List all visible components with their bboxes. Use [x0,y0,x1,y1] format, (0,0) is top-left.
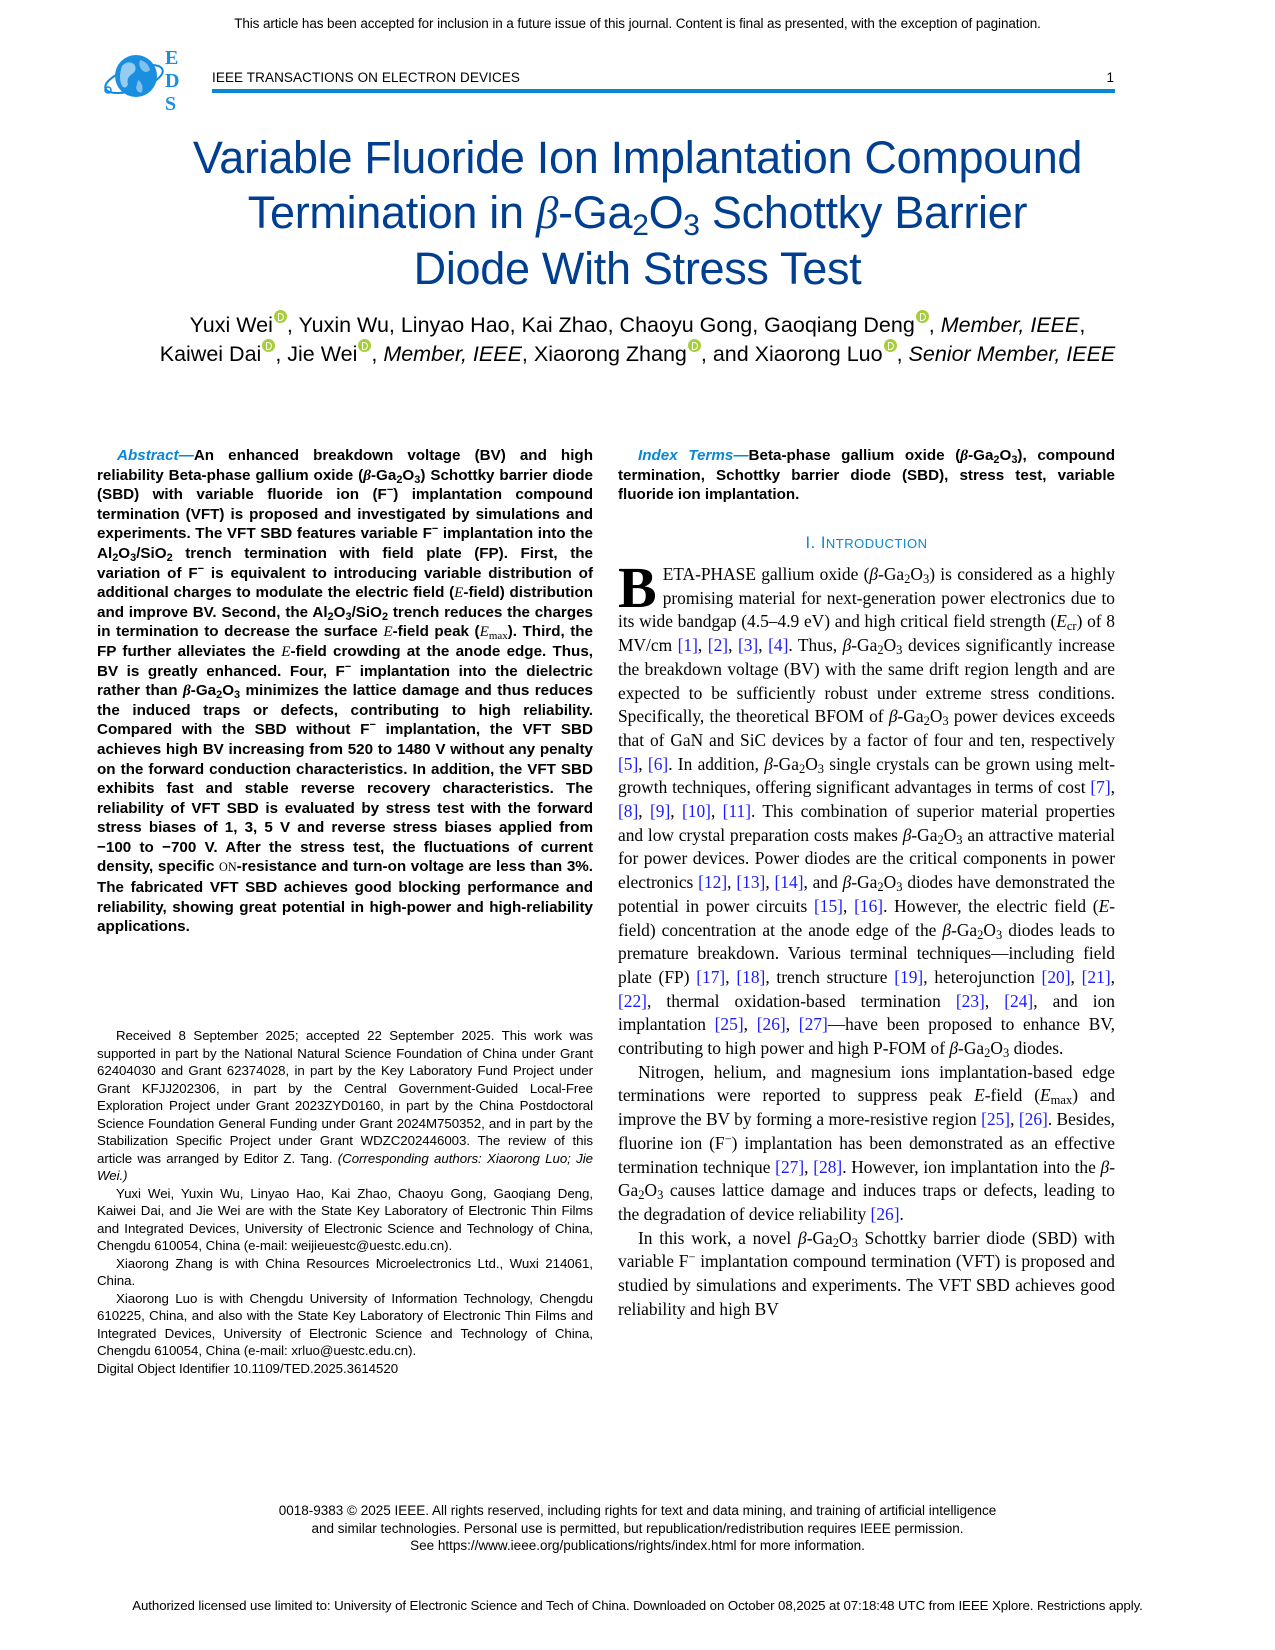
citation-link[interactable]: [25] [981,1109,1011,1130]
copyright-notice: 0018-9383 © 2025 IEEE. All rights reserved, including rights for text and data mining, and training of artificial intelligence and similar technologies. Personal use is permitted, but republication/redistribution requires IEEE permission. See https://www.ieee.org/publications/rights/index.html for more information. [0,1502,1275,1555]
header-rule [212,89,1115,93]
author-name[interactable]: Kaiwei Dai [159,342,262,366]
funding-note: Received 8 September 2025; accepted 22 September 2025. This work was supported in part by the National Natural Science Foundation of China under Grant 62404030 and Grant 62374028, in part by the Key Laboratory Fund Project under Grant KFJJ202306, in part by the Central Government-Guided Local-Free Exploration Project under Grant 2023ZYD0160, in part by the China Postdoctoral Science Foundation General Funding under Grant 2024M750352, and in part by the Stabilization Specific Project under Grant WDZC202446003. The review of this article was arranged by Editor Z. Tang. (Corresponding authors: Xiaorong Luo; Jie Wei.) [97,1028,593,1183]
first-page-footnote [97,1027,593,1377]
logo-letter-d: D [165,70,180,92]
acceptance-notice: This article has been accepted for inclusion in a future issue of this journal. Content is final as presented, with the exception of pagination. [234,16,1041,31]
orcid-icon[interactable] [884,339,897,352]
citation-link[interactable]: [14] [774,872,804,893]
rights-link[interactable]: See https://www.ieee.org/publications/rights/index.html for more information. [410,1538,865,1553]
title-line-3: Diode With Stress Test [413,243,862,294]
intro-paragraph: Nitrogen, helium, and magnesium ions implantation-based edge terminations were reported to suppress peak E-field $(E_{max})$ and improve the BV by forming a more-resistive region [25], [26]. Besides, fluorine ion (F−) implantation has been demonstrated as an effective termination technique [27], [28]. However, ion implantation into the $\beta-Ga_2O_3$ causes lattice damage and induces traps or defects, leading to the degradation of device reliability [26]. [618,1061,1115,1224]
citation-link[interactable]: [12] [698,872,728,893]
orcid-icon[interactable] [274,310,287,323]
affiliation-note: Xiaorong Zhang is with China Resources Microelectronics Ltd., Wuxi 214061, China. [97,1255,593,1288]
intro-paragraph: BETA-PHASE gallium oxide $(\beta-Ga_2O_3)$ is considered as a highly promising material for next-generation power electronics due to its wide bandgap (4.5–4.9 eV) and high critical field strength $(E_{cr})$ of 8 MV/cm [1], [2], [3], [4]. Thus, $\beta-Ga_2O_3$ devices significantly increase the breakdown voltage (BV) with the same drift region length and are expected to be sufficiently robust under extreme stress conditions. Specifically, the theoretical BFOM of $\beta-Ga_2O_3$ power devices exceeds that of GaN and SiC devices by a factor of four and ten, respectively [5], [6]. In addition, $\beta-Ga_2O_3$ single crystals can be grown using melt-growth techniques, offering significant advantages in terms of cost [7], [8], [9], [10], [11]. This combination of superior material properties and low crystal preparation costs makes $\beta-Ga_2O_3$ an attractive material for power devices. Power diodes are the critical components in power electronics [12], [13], [14], and $\beta-Ga_2O_3$ diodes have demonstrated the potential in power circuits [15], [16]. However, the electric field (E-field) concentration at the anode edge of the $\beta-Ga_2O_3$ diodes leads to premature breakdown. Various terminal techniques—including field plate (FP) [17], [18], trench structure [19], heterojunction [20], [21], [22], thermal oxidation-based termination [23], [24], and ion implantation [25], [26], [27]—have been proposed to enhance BV, contributing to high power and high P-FOM of $\beta-Ga_2O_3$ diodes. [618,555,1116,1061]
citation-link[interactable]: [26] [870,1203,900,1224]
orcid-icon[interactable] [688,339,701,352]
orcid-icon[interactable] [358,339,371,352]
citation-link[interactable]: [17] [696,966,726,987]
citation-link[interactable]: [15] [814,895,843,916]
citation-link[interactable]: [10] [681,801,711,822]
citation-link[interactable]: [4] [768,635,789,656]
intro-paragraph: In this work, a novel $\beta-Ga_2O_3$ Schottky barrier diode (SBD) with variable F− implantation compound termination (VFT) is proposed and studied by simulations and experiments. The VFT SBD achieves good reliability and high BV [618,1227,1115,1319]
affiliation-note: Yuxi Wei, Yuxin Wu, Linyao Hao, Kai Zhao, Chaoyu Gong, Gaoqiang Deng, Kaiwei Dai, and Jie Wei are with the State Key Laboratory of Electronic Thin Films and Integrated Devices, University of Electronic Science and Technology of China, Chengdu 610054, China (e-mail: weijieuestc@uestc.edu.cn). [97,1185,593,1253]
citation-link[interactable]: [26] [1018,1109,1048,1130]
title-line-2: Termination in $\beta-Ga_2O_3$ Schottky Barrier [247,187,1028,242]
citation-link[interactable]: [28] [813,1156,843,1177]
membership: Member, IEEE [940,313,1080,337]
citation-link[interactable]: [20] [1041,966,1071,987]
citation-link[interactable]: [9] [649,801,671,822]
citation-link[interactable]: [18] [736,966,766,987]
membership: Senior Member, IEEE [908,342,1116,366]
citation-link[interactable]: [6] [647,753,669,774]
citation-link[interactable]: [1] [677,635,698,656]
author-name[interactable]: Yuxi Wei [189,313,273,337]
citation-link[interactable]: [21] [1081,966,1111,987]
citation-link[interactable]: [3] [737,635,759,656]
journal-running-head: IEEE TRANSACTIONS ON ELECTRON DEVICES [212,70,521,85]
citation-link[interactable]: [24] [1004,990,1034,1011]
orcid-icon[interactable] [262,339,275,352]
section-heading-introduction: I. INTRODUCTION [805,534,928,552]
citation-link[interactable]: [2] [707,635,729,656]
title-line-1: Variable Fluoride Ion Implantation Compound [192,132,1083,183]
abstract: Abstract—An enhanced breakdown voltage (BV) and high reliability Beta-phase gallium oxide $(\beta-Ga_2O_3)$ Schottky barrier diode (SBD) with variable fluoride ion (F−) implantation compound termination (VFT) is proposed and investigated by simulations and experiments. The VFT SBD features variable F− implantation into the $Al_2O_3/SiO_2$ trench termination with field plate (FP). First, the variation of F− is equivalent to introducing variable distribution of additional charges to modulate the electric field (E-field) distribution and improve BV. Second, the $Al_2O_3/SiO_2$ trench reduces the charges in termination to decrease the surface E-field peak $(E_{max})$. Third, the FP further alleviates the E-field crowding at the anode edge. Thus, BV is greatly enhanced. Four, F− implantation into the dielectric rather than $\beta-Ga_2O_3$ minimizes the lattice damage and thus reduces the induced traps or defects, contributing to high reliability. Compared with the SBD without F− implantation, the VFT SBD achieves high BV increasing from 520 to 1480 V without any penalty on the forward conduction characteristics. In addition, the VFT SBD exhibits fast and stable reverse recovery characteristics. The reliability of VFT SBD is evaluated by stress test with the forward stress biases of 1, 3, 5 V and reverse stress biases applied from −100 to −700 V. After the stress test, the fluctuations of current density, specific ON-resistance and turn-on voltage are less than 3%. The fabricated VFT SBD achieves good blocking performance and reliability, showing great potential in high-power and high-reliability applications. [97,447,594,936]
page-number: 1 [1106,70,1114,85]
logo-letter-s: S [165,93,177,110]
eds-logo-icon [100,46,190,110]
citation-link[interactable]: [7] [1090,777,1111,798]
citation-link[interactable]: [19] [894,966,924,987]
citation-link[interactable]: [27] [775,1156,805,1177]
citation-link[interactable]: [11] [722,801,751,822]
citation-link[interactable]: [27] [798,1014,828,1035]
orcid-icon[interactable] [916,310,929,323]
citation-link[interactable]: [22] [618,990,647,1011]
author-list: Yuxi Wei , Yuxin Wu, Linyao Hao, Kai Zhao, Chaoyu Gong, Gaoqiang Deng , Member, IEEE, Kaiwei Dai , Jie Wei , Member, IEEE, Xiaorong Zhang , and Xiaorong Luo , Senior Member, IEEE [80,310,1195,368]
membership: Member, IEEE [383,342,522,366]
doi[interactable]: Digital Object Identifier 10.1109/TED.2025.3614520 [97,1360,399,1376]
citation-link[interactable]: [8] [618,801,639,822]
abstract-label: Abstract— [117,447,194,464]
index-terms-label: Index Terms— [638,447,749,464]
introduction-body [618,555,1116,1322]
logo-letter-e: E [165,47,179,69]
citation-link[interactable]: [25] [714,1014,744,1035]
paper-title [80,130,1195,296]
citation-link[interactable]: [16] [854,895,884,916]
drop-cap: B [618,555,657,620]
citation-link[interactable]: [13] [736,872,766,893]
citation-link[interactable]: [26] [756,1014,786,1035]
citation-link[interactable]: [23] [955,990,985,1011]
license-watermark: Authorized licensed use limited to: University of Electronic Science and Tech of China. Downloaded on October 08,2025 at 07:18:48 UTC from IEEE Xplore. Restrictions apply. [132,1598,1143,1613]
affiliation-note: Xiaorong Luo is with Chengdu University of Information Technology, Chengdu 610225, China, and also with the State Key Laboratory of Electronic Thin Films and Integrated Devices, University of Electronic Science and Technology of China, Chengdu 610054, China (e-mail: xrluo@uestc.edu.cn). [97,1290,593,1358]
citation-link[interactable]: [5] [618,753,639,774]
index-terms: Index Terms—Beta-phase gallium oxide $(\beta-Ga_2O_3)$, compound termination, Schottky barrier diode (SBD), stress test, variable fluoride ion implantation. [618,447,1115,504]
